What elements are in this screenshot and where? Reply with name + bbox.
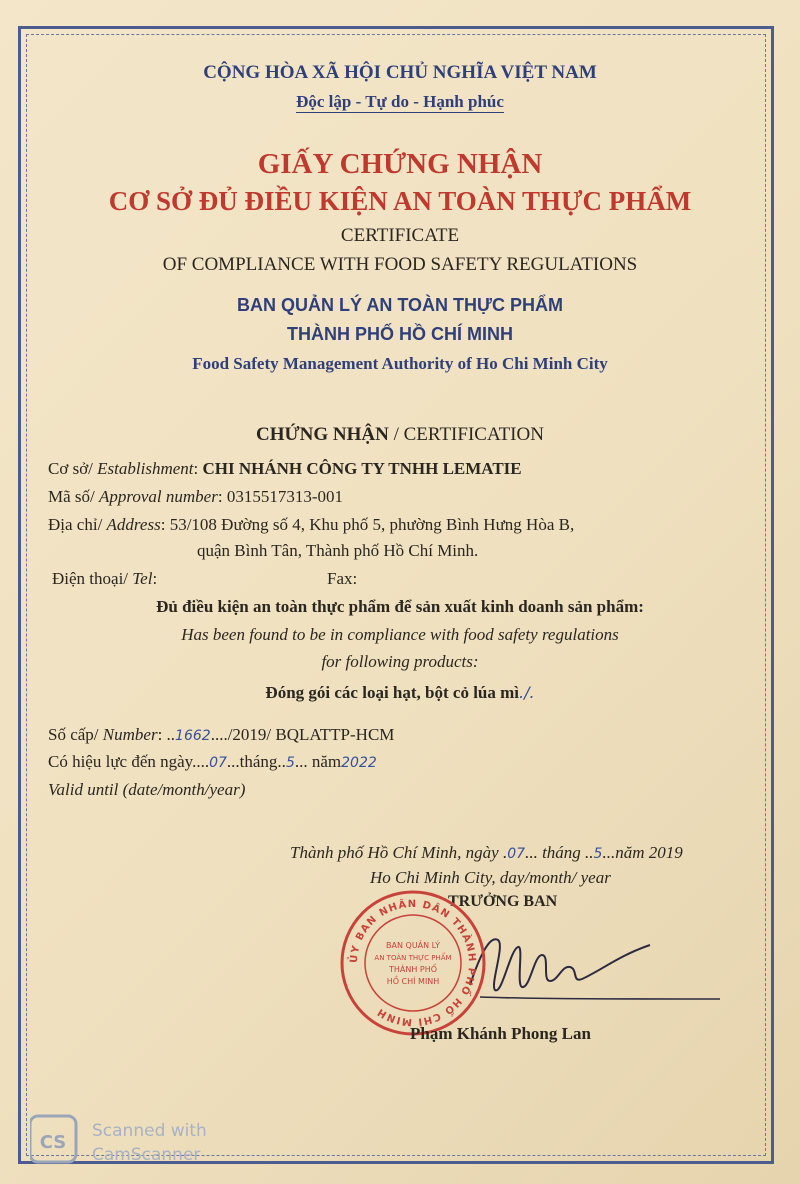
validity-field: Có hiệu lực đến ngày....07...tháng..5... năm2022	[48, 752, 377, 771]
address-line-2: quận Bình Tân, Thành phố Hồ Chí Minh.	[197, 541, 479, 560]
fax-field: Fax:	[327, 569, 358, 588]
certificate-title-vi: GIẤY CHỨNG NHẬN	[257, 148, 543, 180]
approval-number-value: 0315517313-001	[226, 487, 343, 506]
certificate-title-en: CERTIFICATE	[340, 225, 460, 246]
camscanner-watermark	[30, 1110, 250, 1170]
products-statement-en-1: Has been found to be in compliance with food safety regulations	[181, 625, 619, 644]
handwritten-end-mark: ./.	[519, 683, 535, 702]
certificate-subtitle-en: OF COMPLIANCE WITH FOOD SAFETY REGULATIONS	[162, 254, 638, 275]
national-motto: Độc lập - Tự do - Hạnh phúc	[296, 92, 504, 111]
svg-text:HỒ CHÍ MINH: HỒ CHÍ MINH	[386, 977, 440, 986]
signatory-title: TRƯỞNG BAN	[448, 893, 558, 910]
official-seal	[338, 888, 488, 1038]
svg-text:AN TOÀN THỰC PHẨM: AN TOÀN THỰC PHẨM	[374, 954, 452, 962]
address-field: Địa chỉ/ Address: 53/108 Đường số 4, Khu phố 5, phường Bình Hưng Hòa B,	[48, 515, 575, 534]
issuance-date-english: Ho Chi Minh City, day/month/ year	[370, 868, 611, 887]
svg-text:ỦY BAN NHÂN DÂN THÀNH PHỐ HỒ C: ỦY BAN NHÂN DÂN THÀNH PHỐ HỒ CHÍ MINH	[348, 898, 478, 1028]
product-list: Đóng gói các loại hạt, bột cỏ lúa mì./.	[265, 683, 535, 702]
valid-year: 2022	[341, 755, 377, 771]
signature	[450, 915, 730, 1025]
handwritten-number: 1662	[175, 728, 211, 744]
authority-name-en: Food Safety Management Authority of Ho Chi Minh City	[192, 354, 608, 373]
authority-name-vi-1: BAN QUẢN LÝ AN TOÀN THỰC PHẨM	[237, 295, 563, 315]
approval-number-field: Mã số/ Approval number: 0315517313-001	[48, 487, 343, 506]
svg-text:BAN QUẢN LÝ: BAN QUẢN LÝ	[386, 941, 440, 950]
svg-text:CS: CS	[39, 1132, 67, 1153]
validity-english: Valid until (date/month/year)	[48, 780, 246, 799]
issue-day: 07	[507, 846, 526, 862]
tel-field: Điện thoại/ Tel:	[52, 569, 158, 588]
address-line-1: 53/108 Đường số 4, Khu phố 5, phường Bình Hưng Hòa B,	[169, 515, 575, 534]
certificate-subtitle-vi: CƠ SỞ ĐỦ ĐIỀU KIỆN AN TOÀN THỰC PHẨM	[108, 186, 692, 216]
svg-text:CamScanner: CamScanner	[92, 1145, 201, 1165]
signatory-name: Phạm Khánh Phong Lan	[410, 1024, 591, 1043]
products-statement-en-2: for following products:	[321, 652, 479, 671]
establishment-field: Cơ sở/ Establishment: CHI NHÁNH CÔNG TY TNHH LEMATIE	[48, 459, 522, 478]
certification-heading: CHỨNG NHẬN / CERTIFICATION	[256, 424, 544, 445]
issue-month: 5	[593, 846, 603, 862]
valid-month: 5	[285, 755, 295, 771]
establishment-value: CHI NHÁNH CÔNG TY TNHH LEMATIE	[202, 459, 522, 478]
country-name: CỘNG HÒA XÃ HỘI CHỦ NGHĨA VIỆT NAM	[203, 62, 597, 83]
products-statement-vi: Đủ điều kiện an toàn thực phẩm để sản xuất kinh doanh sản phẩm:	[156, 597, 644, 616]
authority-name-vi-2: THÀNH PHỐ HỒ CHÍ MINH	[287, 324, 513, 344]
valid-day: 07	[209, 755, 227, 771]
certificate-number-field: Số cấp/ Number: ..1662..../2019/ BQLATTP-HCM	[48, 725, 395, 744]
svg-text:THÀNH PHỐ: THÀNH PHỐ	[388, 965, 438, 974]
svg-text:Scanned with: Scanned with	[92, 1121, 207, 1141]
issuance-date: Thành phố Hồ Chí Minh, ngày .07... tháng ..5...năm 2019	[290, 843, 683, 862]
